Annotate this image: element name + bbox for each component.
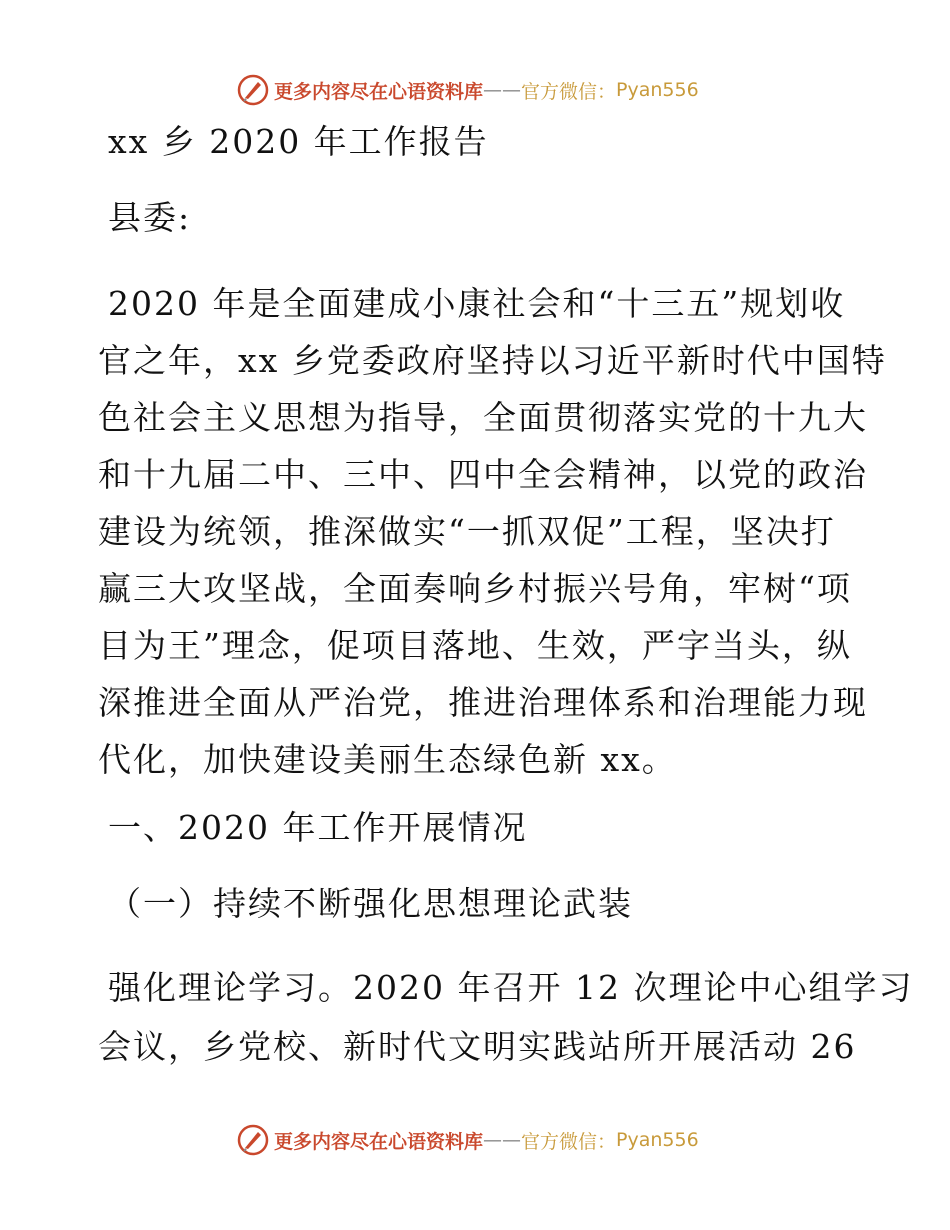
intro-paragraph xyxy=(98,275,887,788)
body-paragraph xyxy=(98,958,914,1076)
watermark-header xyxy=(236,72,699,108)
document-body xyxy=(98,122,914,1076)
paragraph-line: 强化理论学习。2020 年召开 12 次理论中心组学习 xyxy=(108,968,914,1007)
paragraph-line: 赢三大攻坚战，全面奏响乡村振兴号角，牢树“项 xyxy=(98,569,852,608)
subsection-heading: （一）持续不断强化思想理论武装 xyxy=(108,884,633,923)
quill-pen-circle-icon xyxy=(236,73,270,107)
watermark-dash: —— xyxy=(483,79,522,101)
document-title: xx 乡 2020 年工作报告 xyxy=(108,122,489,161)
quill-pen-circle-icon xyxy=(236,1123,270,1157)
paragraph-line: 官之年，xx 乡党委政府坚持以习近平新时代中国特 xyxy=(98,341,887,380)
paragraph-line: 目为王”理念，促项目落地、生效，严字当头，纵 xyxy=(98,626,852,665)
paragraph-line: 会议，乡党校、新时代文明实践站所开展活动 26 xyxy=(98,1027,857,1066)
paragraph-line: 2020 年是全面建成小康社会和“十三五”规划收 xyxy=(108,284,846,323)
salutation: 县委: xyxy=(108,198,192,237)
watermark-dash: —— xyxy=(483,1129,522,1151)
paragraph-line: 色社会主义思想为指导，全面贯彻落实党的十九大 xyxy=(98,398,868,437)
watermark-wechat-label: 官方微信： xyxy=(521,1130,617,1153)
watermark-site-text: 更多内容尽在心语资料库 xyxy=(274,1130,484,1153)
paragraph-line: 建设为统领，推深做实“一抓双促”工程，坚决打 xyxy=(98,512,836,551)
watermark-footer xyxy=(236,1122,699,1158)
watermark-wechat-id: Pyan556 xyxy=(616,1129,699,1151)
paragraph-line: 深推进全面从严治党，推进治理体系和治理能力现 xyxy=(98,683,868,722)
watermark-wechat-id: Pyan556 xyxy=(616,79,699,101)
section-heading: 一、2020 年工作开展情况 xyxy=(108,808,528,847)
paragraph-line: 代化，加快建设美丽生态绿色新 xx。 xyxy=(98,740,677,779)
watermark-site-text: 更多内容尽在心语资料库 xyxy=(274,80,484,103)
watermark-wechat-label: 官方微信： xyxy=(521,80,617,103)
paragraph-line: 和十九届二中、三中、四中全会精神，以党的政治 xyxy=(98,455,868,494)
